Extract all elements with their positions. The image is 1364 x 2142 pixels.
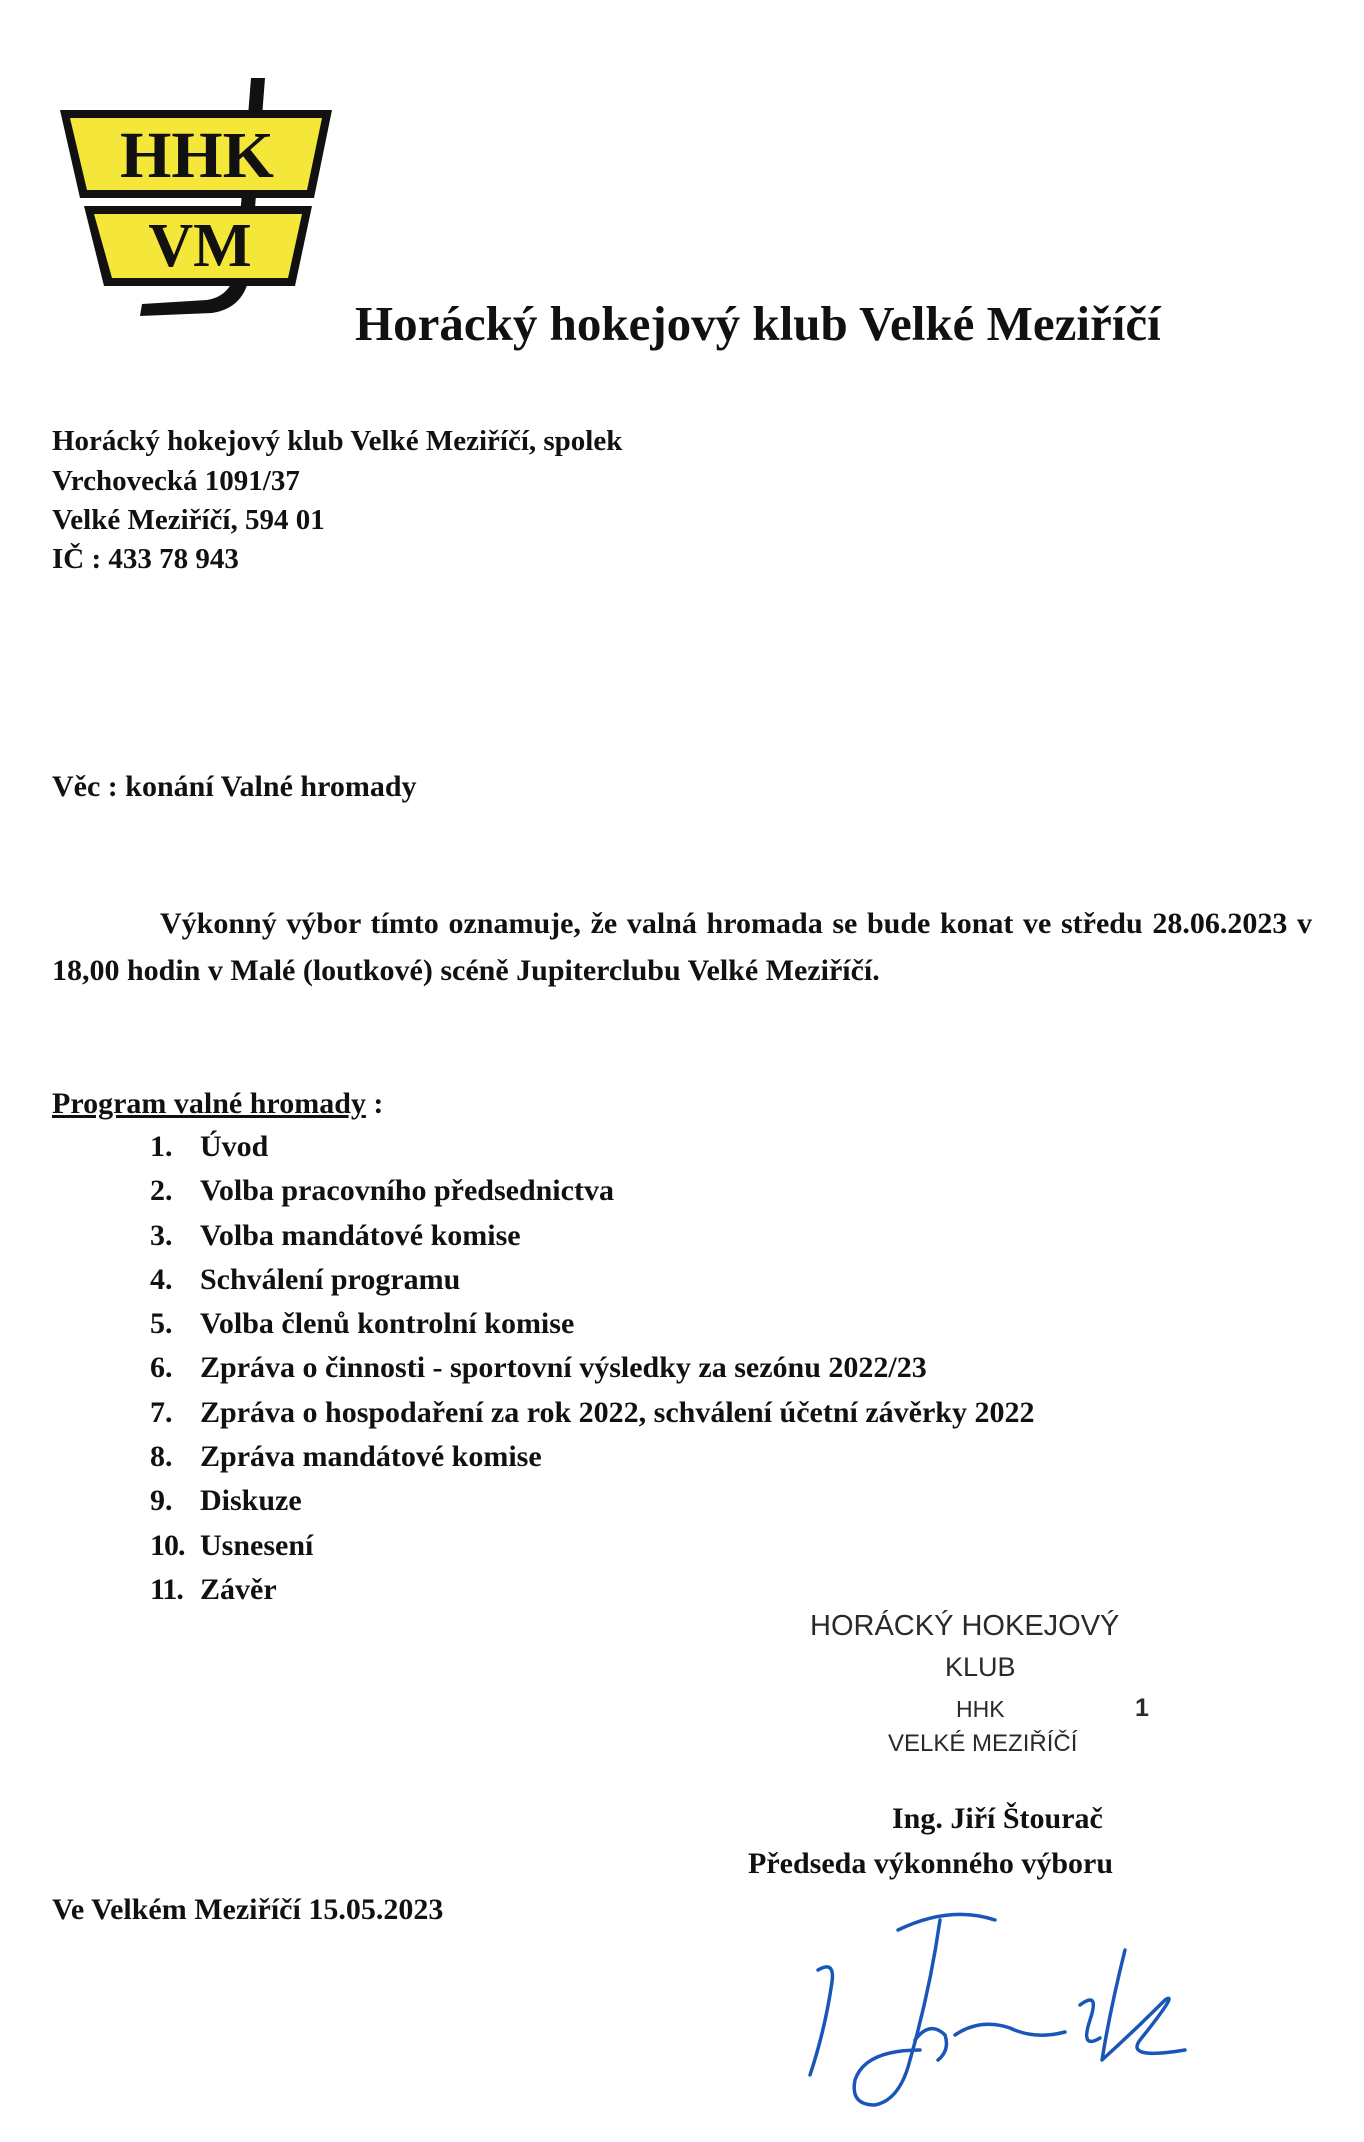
stamp-line-hhk: HHK xyxy=(956,1696,1005,1722)
stamp-number: 1 xyxy=(1135,1694,1149,1722)
address-line-name: Horácký hokejový klub Velké Meziříčí, spolek xyxy=(52,425,623,457)
program-item-text: Závěr xyxy=(200,1572,277,1606)
program-item xyxy=(150,1307,1034,1351)
program-item-number: 8. xyxy=(150,1440,173,1474)
program-item-number: 3. xyxy=(150,1218,173,1252)
address-line-street: Vrchovecká 1091/37 xyxy=(52,465,300,497)
program-list xyxy=(150,1130,1034,1617)
signer-role: Předseda výkonného výboru xyxy=(748,1847,1114,1880)
program-heading-colon: : xyxy=(365,1087,384,1120)
program-heading xyxy=(52,1087,383,1121)
announcement-paragraph: Výkonný výbor tímto oznamuje, že valná hromada se bude konat ve středu 28.06.2023 v 18,00 hodin v Malé (loutkové) scéně Jupiterclubu Velké Meziříčí. xyxy=(52,907,1312,987)
program-item-number: 2. xyxy=(150,1174,173,1208)
club-stamp xyxy=(810,1610,1170,1760)
address-line-city: Velké Meziříčí, 594 01 xyxy=(52,504,325,536)
program-item-number: 4. xyxy=(150,1262,173,1296)
program-item-text: Zpráva mandátové komise xyxy=(200,1440,542,1474)
program-item-text: Diskuze xyxy=(200,1484,302,1518)
place-and-date: Ve Velkém Meziříčí 15.05.2023 xyxy=(52,1893,444,1926)
program-item xyxy=(150,1440,1034,1484)
program-item-text: Volba mandátové komise xyxy=(200,1218,521,1252)
logo-text-hhk: HHK xyxy=(119,119,275,192)
program-item-text: Volba členů kontrolní komise xyxy=(200,1307,575,1341)
program-item-number: 9. xyxy=(150,1484,173,1518)
program-item-text: Usnesení xyxy=(200,1528,314,1562)
program-heading-text: Program valné hromady xyxy=(52,1087,366,1120)
program-item xyxy=(150,1219,1034,1263)
stamp-line-name: HORÁCKÝ HOKEJOVÝ xyxy=(810,1610,1120,1642)
stamp-line-klub: KLUB xyxy=(945,1652,1016,1682)
signer-name: Ing. Jiří Štourač xyxy=(892,1802,1103,1835)
program-item-text: Zpráva o hospodaření za rok 2022, schválení účetní závěrky 2022 xyxy=(200,1395,1035,1429)
logo-text-vm: VM xyxy=(148,212,252,280)
handwritten-signature xyxy=(780,1910,1220,2130)
program-item xyxy=(150,1529,1034,1573)
program-item-text: Zpráva o činnosti - sportovní výsledky za sezónu 2022/23 xyxy=(200,1351,927,1385)
program-item-text: Volba pracovního předsednictva xyxy=(200,1174,614,1208)
program-item xyxy=(150,1130,1034,1174)
club-logo xyxy=(52,68,352,338)
program-item-text: Schválení programu xyxy=(200,1262,461,1296)
program-item xyxy=(150,1263,1034,1307)
club-title: Horácký hokejový klub Velké Meziříčí xyxy=(355,296,1161,351)
program-item-number: 5. xyxy=(150,1307,173,1341)
program-item-number: 11. xyxy=(150,1572,183,1606)
program-item xyxy=(150,1174,1034,1218)
program-item xyxy=(150,1484,1034,1528)
stamp-line-city: VELKÉ MEZIŘÍČÍ xyxy=(888,1730,1078,1757)
program-item xyxy=(150,1396,1034,1440)
program-item-number: 10. xyxy=(150,1528,185,1562)
program-item xyxy=(150,1351,1034,1395)
subject-line: Věc : konání Valné hromady xyxy=(52,770,417,803)
program-item-number: 1. xyxy=(150,1130,173,1163)
address-line-id: IČ : 433 78 943 xyxy=(52,543,239,575)
program-item-text: Úvod xyxy=(200,1130,269,1163)
program-item-number: 7. xyxy=(150,1395,173,1429)
program-item-number: 6. xyxy=(150,1351,173,1385)
